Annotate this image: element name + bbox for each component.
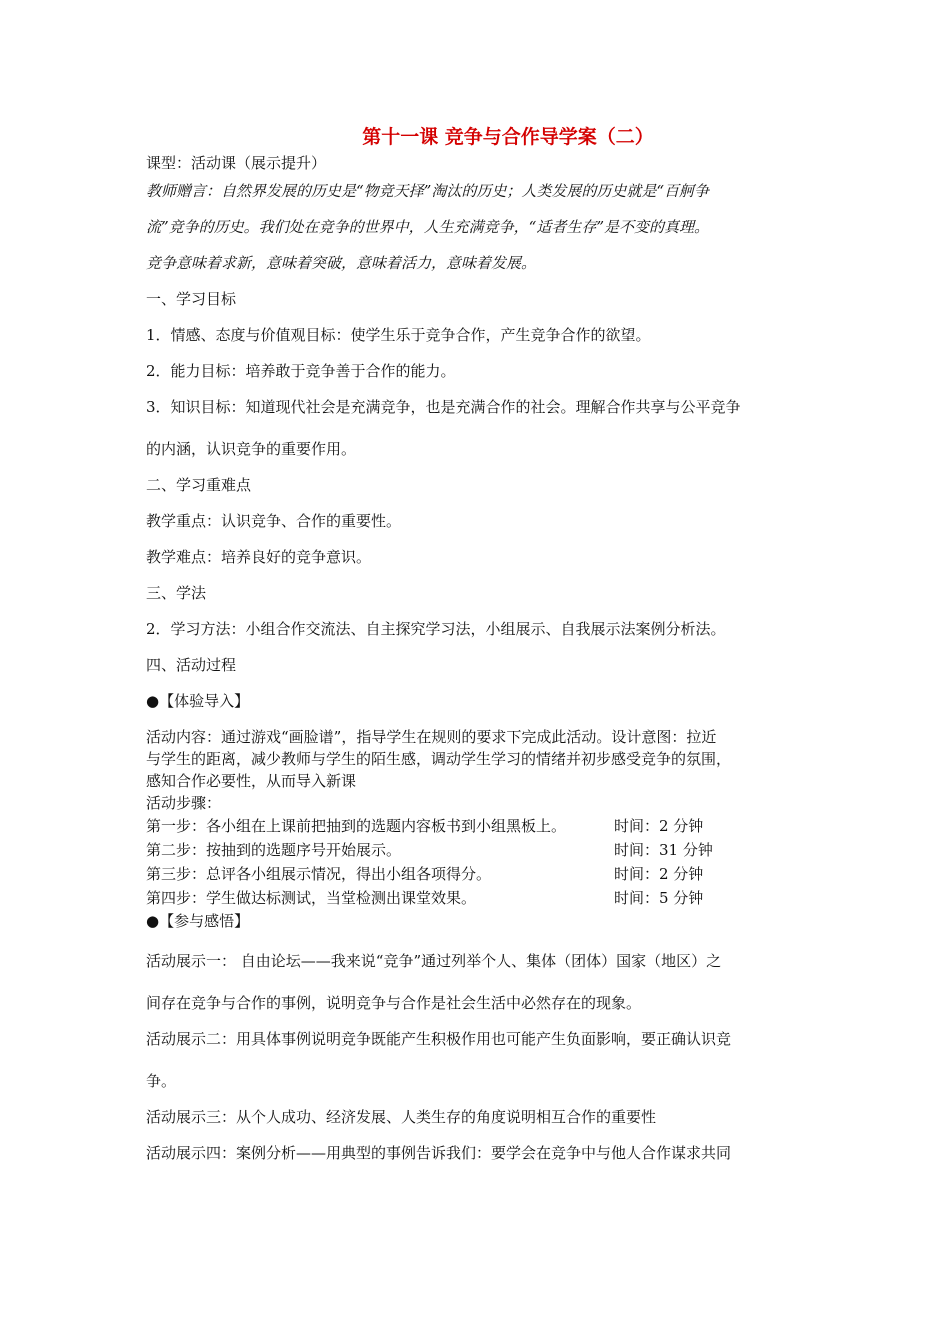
activity-step-row bbox=[146, 838, 810, 862]
goal-3-line-1: 3．知识目标：知道现代社会是充满竞争，也是充满合作的社会。理解合作共享与公平竞争 bbox=[146, 398, 741, 416]
goal-3-line-2: 的内涵，认识竞争的重要作用。 bbox=[146, 440, 357, 458]
activity-show-1-line-1: 活动展示一： 自由论坛——我来说“竞争”通过列举个人、集体（团体）国家（地区）之 bbox=[146, 952, 722, 970]
document-title: 第十一课 竞争与合作导学案（二） bbox=[362, 126, 654, 148]
teacher-words-line-2: 流”竞争的历史。我们处在竞争的世界中，人生充满竞争，“适者生存”是不变的真理。 bbox=[146, 218, 710, 236]
key-point: 教学重点：认识竞争、合作的重要性。 bbox=[146, 512, 402, 530]
activity-show-1-line-2: 间存在竞争与合作的事例，说明竞争与合作是社会生活中必然存在的现象。 bbox=[146, 994, 642, 1012]
activity-step-row bbox=[146, 886, 810, 910]
step-time: 时间：31 分钟 bbox=[614, 841, 713, 859]
section-heading-method: 三、学法 bbox=[146, 584, 207, 602]
goal-1: 1．情感、态度与价值观目标：使学生乐于竞争合作，产生竞争合作的欲望。 bbox=[146, 326, 651, 344]
step-text: 第四步：学生做达标测试，当堂检测出课堂效果。 bbox=[146, 889, 477, 907]
teacher-words-line-3: 竞争意味着求新，意味着突破，意味着活力，意味着发展。 bbox=[146, 254, 537, 272]
activity-steps-label: 活动步骤： bbox=[146, 794, 222, 812]
activity-show-2-line-2: 争。 bbox=[146, 1072, 177, 1090]
learning-method: 2．学习方法：小组合作交流法、自主探究学习法，小组展示、自我展示法案例分析法。 bbox=[146, 620, 726, 638]
activity-content-line-1: 活动内容：通过游戏“画脸谱”，指导学生在规则的要求下完成此活动。设计意图：拉近 bbox=[146, 728, 717, 746]
activity-step-row bbox=[146, 862, 810, 886]
step-time: 时间：2 分钟 bbox=[614, 865, 704, 883]
heading-experience-intro: ●【体验导入】 bbox=[146, 692, 250, 710]
section-heading-process: 四、活动过程 bbox=[146, 656, 237, 674]
lesson-type: 课型：活动课（展示提升） bbox=[146, 154, 327, 172]
activity-show-3: 活动展示三：从个人成功、经济发展、人类生存的角度说明相互合作的重要性 bbox=[146, 1108, 657, 1126]
activity-content-line-3: 感知合作必要性，从而导入新课 bbox=[146, 772, 357, 790]
activity-content-line-2: 与学生的距离，减少教师与学生的陌生感，调动学生学习的情绪并初步感受竞争的氛围， bbox=[146, 750, 732, 768]
heading-participation: ●【参与感悟】 bbox=[146, 912, 250, 930]
step-time: 时间：2 分钟 bbox=[614, 817, 704, 835]
difficult-point: 教学难点：培养良好的竞争意识。 bbox=[146, 548, 372, 566]
activity-show-2-line-1: 活动展示二：用具体事例说明竞争既能产生积极作用也可能产生负面影响，要正确认识竞 bbox=[146, 1030, 732, 1048]
teacher-words-line-1: 教师赠言：自然界发展的历史是“物竞天择”淘汰的历史；人类发展的历史就是“百舸争 bbox=[146, 182, 710, 200]
step-text: 第一步：各小组在上课前把抽到的选题内容板书到小组黑板上。 bbox=[146, 817, 567, 835]
activity-step-row bbox=[146, 814, 810, 838]
goal-2: 2．能力目标：培养敢于竞争善于合作的能力。 bbox=[146, 362, 456, 380]
activity-show-4: 活动展示四：案例分析——用典型的事例告诉我们：要学会在竞争中与他人合作谋求共同 bbox=[146, 1144, 732, 1162]
step-text: 第三步：总评各小组展示情况，得出小组各项得分。 bbox=[146, 865, 492, 883]
document-page bbox=[146, 124, 810, 1164]
step-text: 第二步：按抽到的选题序号开始展示。 bbox=[146, 841, 402, 859]
step-time: 时间：5 分钟 bbox=[614, 889, 704, 907]
section-heading-goals: 一、学习目标 bbox=[146, 290, 237, 308]
section-heading-key-points: 二、学习重难点 bbox=[146, 476, 252, 494]
